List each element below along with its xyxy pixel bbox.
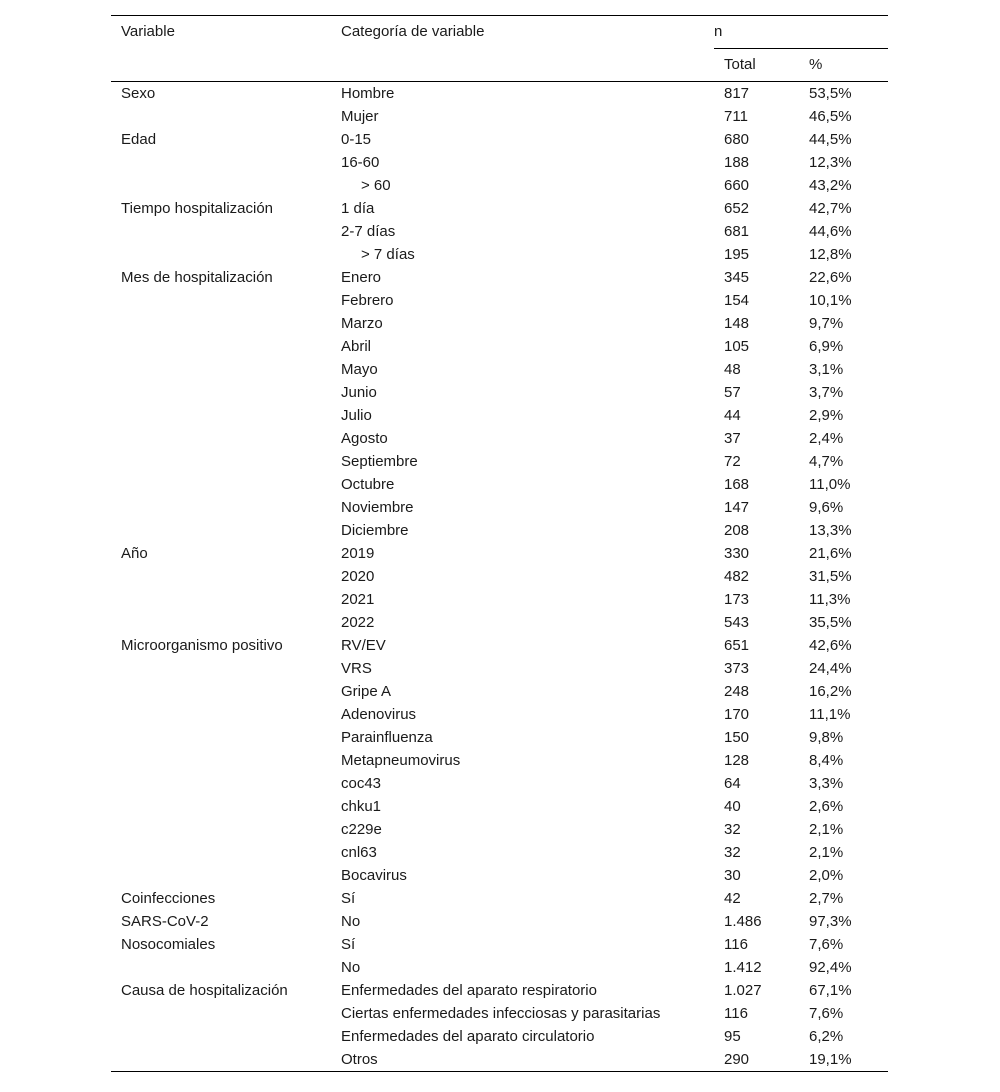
cell-categoria: 2021 [341,591,375,608]
cell-total: 711 [724,108,748,125]
cell-variable [111,588,331,611]
cell-total: 40 [724,798,741,815]
cell-percent: 44,5% [809,131,852,148]
cell-total: 37 [724,430,741,447]
cell-categoria: 1 día [341,200,375,217]
header-row-1 [111,16,888,49]
table-row [111,1025,888,1048]
cell-total: 48 [724,361,741,378]
cell-variable [111,312,331,335]
cell-categoria: 2020 [341,568,375,585]
cell-categoria: Enfermedades del aparato circulatorio [341,1028,595,1045]
cell-categoria: Bocavirus [341,867,407,884]
cell-total: 1.412 [724,959,762,976]
cell-variable [111,772,331,795]
cell-percent: 6,2% [809,1028,844,1045]
cell-categoria: 2019 [341,545,375,562]
cell-percent: 97,3% [809,913,852,930]
cell-percent: 3,1% [809,361,844,378]
cell-total: 482 [724,568,750,585]
cell-total: 95 [724,1028,741,1045]
table-row [111,496,888,519]
cell-variable: Tiempo hospitalización [121,200,274,217]
table-row [111,289,888,312]
cell-variable [111,726,331,749]
table-row [111,749,888,772]
cell-categoria: 16-60 [341,154,380,171]
cell-percent: 2,0% [809,867,844,884]
cell-categoria: Octubre [341,476,395,493]
cell-variable [111,565,331,588]
cell-variable [111,611,331,634]
table-row [111,381,888,404]
cell-total: 373 [724,660,750,677]
cell-categoria: c229e [341,821,382,838]
cell-categoria: Julio [341,407,372,424]
cell-categoria: Sí [341,936,356,953]
table-row [111,864,888,887]
table-row [111,335,888,358]
cell-variable [111,220,331,243]
table-row [111,427,888,450]
cell-categoria: Diciembre [341,522,409,539]
cell-variable [111,1048,331,1072]
cell-total: 681 [724,223,750,240]
header-variable: Variable [111,16,331,49]
cell-variable: Microorganismo positivo [121,637,283,654]
cell-categoria: Metapneumovirus [341,752,461,769]
table-row [111,979,888,1002]
cell-categoria: Mayo [341,361,378,378]
cell-categoria: 2022 [341,614,375,631]
cell-percent: 44,6% [809,223,852,240]
cell-variable [111,818,331,841]
cell-total: 652 [724,200,750,217]
cell-variable: Año [121,545,148,562]
cell-variable [111,703,331,726]
cell-percent: 53,5% [809,85,852,102]
cell-total: 150 [724,729,750,746]
cell-variable [111,151,331,174]
table-row [111,611,888,634]
cell-percent: 2,6% [809,798,844,815]
cell-categoria: chku1 [341,798,382,815]
cell-variable [111,404,331,427]
cell-variable: Mes de hospitalización [121,269,273,286]
table-row [111,680,888,703]
cell-categoria: Noviembre [341,499,414,516]
cell-variable [111,1025,331,1048]
cell-variable [111,864,331,887]
cell-variable [111,473,331,496]
cell-categoria: > 60 [361,177,391,194]
table-row [111,243,888,266]
cell-categoria: Hombre [341,85,395,102]
table-header [111,16,888,82]
cell-total: 1.027 [724,982,762,999]
cell-percent: 31,5% [809,568,852,585]
cell-categoria: Junio [341,384,377,401]
cell-categoria: 2-7 días [341,223,396,240]
cell-percent: 11,0% [809,476,851,493]
cell-total: 30 [724,867,741,884]
cell-variable [111,450,331,473]
header-row-2 [111,49,888,82]
cell-total: 208 [724,522,750,539]
cell-percent: 2,4% [809,430,844,447]
cell-percent: 6,9% [809,338,844,355]
data-table [111,15,888,1072]
cell-categoria: Sí [341,890,356,907]
cell-variable: SARS-CoV-2 [121,913,209,930]
cell-variable [111,496,331,519]
cell-total: 345 [724,269,750,286]
cell-percent: 42,7% [809,200,852,217]
cell-total: 32 [724,844,741,861]
cell-total: 116 [724,936,748,953]
table-row [111,358,888,381]
table-row [111,473,888,496]
cell-total: 543 [724,614,750,631]
table-row [111,933,888,956]
cell-total: 817 [724,85,750,102]
cell-percent: 46,5% [809,108,852,125]
cell-total: 188 [724,154,750,171]
cell-percent: 92,4% [809,959,852,976]
table-row [111,1048,888,1072]
cell-percent: 12,3% [809,154,852,171]
cell-percent: 9,8% [809,729,844,746]
cell-variable [111,335,331,358]
cell-categoria: Adenovirus [341,706,417,723]
cell-categoria: Enfermedades del aparato respiratorio [341,982,597,999]
cell-percent: 22,6% [809,269,852,286]
cell-total: 651 [724,637,750,654]
table-row [111,105,888,128]
cell-categoria: Marzo [341,315,383,332]
table-row [111,450,888,473]
cell-total: 32 [724,821,741,838]
cell-categoria: Mujer [341,108,379,125]
header-categoria: Categoría de variable [331,16,714,49]
cell-percent: 9,6% [809,499,844,516]
cell-percent: 43,2% [809,177,852,194]
cell-variable [111,427,331,450]
cell-total: 248 [724,683,750,700]
table-row [111,910,888,933]
cell-total: 116 [724,1005,748,1022]
table-row [111,82,888,106]
table-body [111,82,888,1072]
cell-total: 330 [724,545,750,562]
cell-percent: 13,3% [809,522,852,539]
cell-categoria: Enero [341,269,382,286]
cell-percent: 11,3% [809,591,851,608]
table-row [111,818,888,841]
cell-categoria: 0-15 [341,131,372,148]
cell-variable: Coinfecciones [121,890,216,907]
table-row [111,174,888,197]
cell-total: 195 [724,246,750,263]
cell-total: 57 [724,384,741,401]
cell-percent: 2,1% [809,844,844,861]
table-row [111,726,888,749]
cell-variable [111,841,331,864]
cell-variable [111,657,331,680]
cell-categoria: No [341,913,361,930]
cell-variable [111,1002,331,1025]
cell-total: 290 [714,1048,799,1072]
cell-total: 128 [724,752,750,769]
cell-total: 105 [724,338,750,355]
cell-total: 72 [724,453,741,470]
cell-categoria: Parainfluenza [341,729,433,746]
table-row [111,887,888,910]
header-percent: % [799,49,888,82]
table-row [111,634,888,657]
cell-variable [111,795,331,818]
cell-percent: 2,1% [809,821,844,838]
table-row [111,588,888,611]
cell-categoria: Abril [341,338,372,355]
cell-categoria: VRS [341,660,372,677]
cell-variable: Causa de hospitalización [121,982,288,999]
cell-variable [111,381,331,404]
table-row [111,841,888,864]
cell-variable [111,105,331,128]
cell-variable: Sexo [121,85,156,102]
cell-percent: 8,4% [809,752,844,769]
cell-percent: 4,7% [809,453,844,470]
cell-categoria: > 7 días [361,246,415,263]
cell-variable [111,358,331,381]
cell-variable [111,519,331,542]
cell-categoria: Otros [331,1048,714,1072]
table-row [111,1002,888,1025]
cell-percent: 10,1% [809,292,852,309]
cell-percent: 7,6% [809,1005,844,1022]
cell-variable [111,289,331,312]
cell-categoria: coc43 [341,775,382,792]
cell-categoria: Agosto [341,430,388,447]
header-n: n [714,16,888,49]
cell-total: 1.486 [724,913,762,930]
cell-percent: 35,5% [809,614,852,631]
table-row [111,657,888,680]
cell-total: 173 [724,591,750,608]
cell-percent: 21,6% [809,545,852,562]
cell-variable [111,243,331,266]
cell-total: 170 [724,706,750,723]
cell-categoria: Febrero [341,292,394,309]
cell-percent: 19,1% [799,1048,888,1072]
table-row [111,703,888,726]
cell-total: 154 [724,292,750,309]
cell-percent: 3,7% [809,384,844,401]
cell-percent: 2,9% [809,407,844,424]
table-row [111,795,888,818]
cell-variable [111,174,331,197]
cell-percent: 24,4% [809,660,852,677]
cell-categoria: RV/EV [341,637,386,654]
table-row [111,312,888,335]
cell-percent: 12,8% [809,246,852,263]
table-row [111,220,888,243]
cell-total: 660 [724,177,750,194]
table-row [111,197,888,220]
cell-variable: Edad [121,131,157,148]
cell-percent: 16,2% [809,683,852,700]
table-row [111,128,888,151]
cell-total: 42 [724,890,741,907]
table-row [111,519,888,542]
header-total: Total [714,49,799,82]
table-row [111,151,888,174]
header-blank-2 [331,49,714,82]
header-blank-1 [111,49,331,82]
cell-percent: 7,6% [809,936,844,953]
table-row [111,266,888,289]
cell-variable: Nosocomiales [121,936,216,953]
cell-total: 168 [724,476,750,493]
cell-percent: 2,7% [809,890,844,907]
cell-variable [111,749,331,772]
cell-percent: 11,1% [809,706,851,723]
cell-total: 148 [724,315,750,332]
table-row [111,772,888,795]
cell-percent: 42,6% [809,637,852,654]
cell-categoria: cnl63 [341,844,377,861]
table-row [111,565,888,588]
cell-total: 44 [724,407,741,424]
cell-percent: 67,1% [809,982,852,999]
cell-variable [111,956,331,979]
cell-percent: 9,7% [809,315,844,332]
table-row [111,542,888,565]
cell-total: 680 [724,131,750,148]
cell-total: 147 [724,499,750,516]
cell-categoria: Ciertas enfermedades infecciosas y parasitarias [341,1005,661,1022]
table-row [111,956,888,979]
table-row [111,404,888,427]
cell-categoria: Septiembre [341,453,418,470]
cell-categoria: No [341,959,361,976]
cell-categoria: Gripe A [341,683,392,700]
cell-variable [111,680,331,703]
cell-total: 64 [724,775,741,792]
cell-percent: 3,3% [809,775,844,792]
